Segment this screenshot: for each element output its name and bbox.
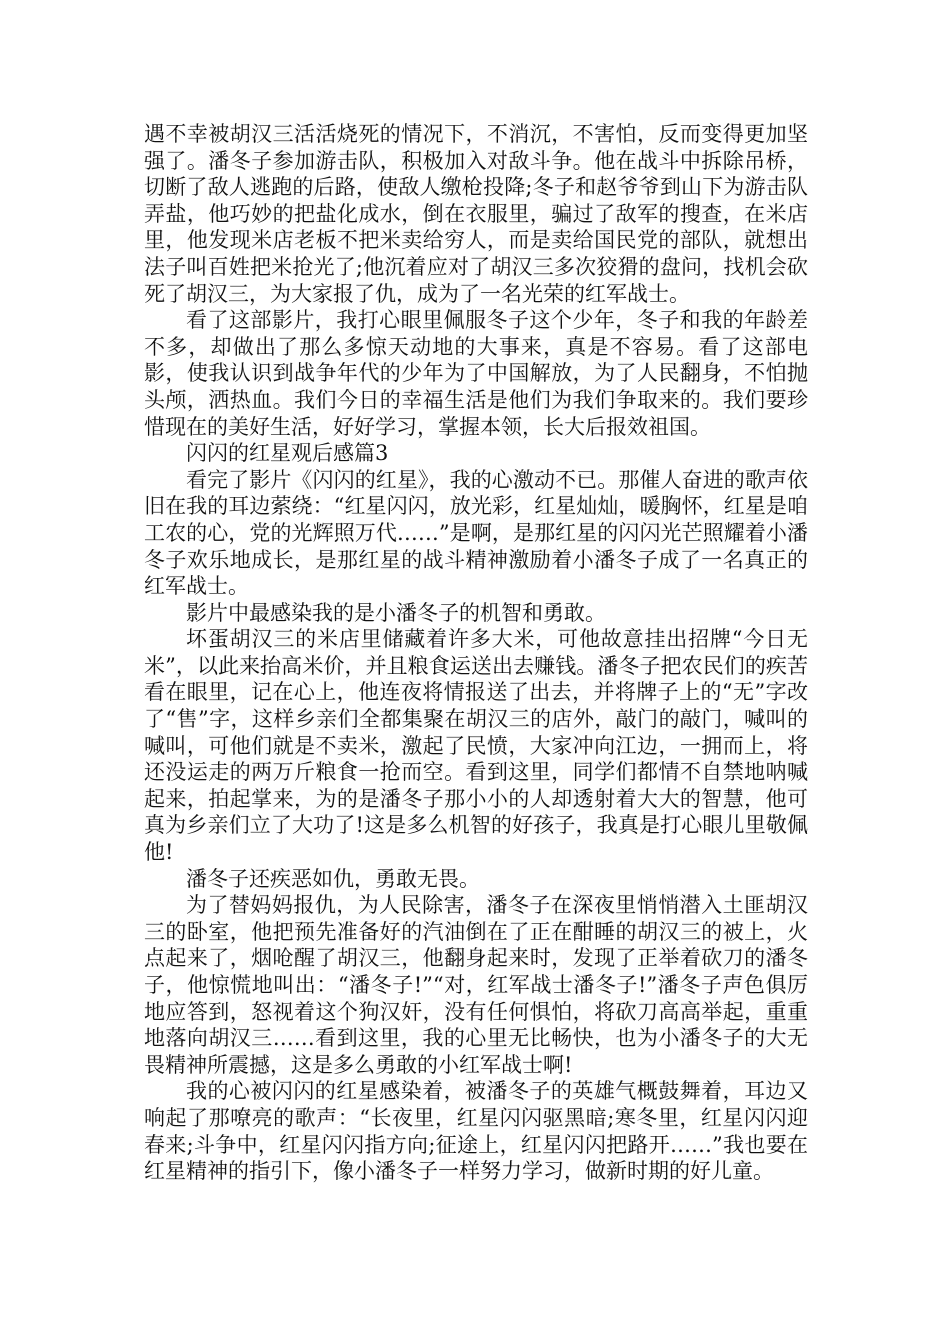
paragraph-theme: 影片中最感染我的是小潘冬子的机智和勇敢。 bbox=[186, 600, 606, 625]
paragraph-intro: 看完了影片《闪闪的红星》，我的心激动不已。那催人奋进的歌声依旧在我的耳边萦绕：“红星闪闪，放光彩，红星灿灿，暖胸怀，红星是咱工农的心，党的光辉照万代……”是啊，是那红星的闪闪光芒照耀着小潘冬子欢乐地成长，是那红星的战斗精神激励着小潘冬子成了一名真正的红军战士。 bbox=[144, 467, 808, 599]
paragraph-revenge: 为了替妈妈报仇，为人民除害，潘冬子在深夜里悄悄潜入土匪胡汉三的卧室，他把预先准备好的汽油倒在了正在酣睡的胡汉三的被上，火点起来了，烟呛醒了胡汉三，他翻身起来时，发现了正举着砍刀的潘冬子，他惊慌地叫出：“潘冬子!”“对，红军战士潘冬子!”潘冬子声色俱厉地应答到，怒视着这个狗汉奸，没有任何惧怕，将砍刀高高举起，重重地落向胡汉三……看到这里，我的心里无比畅快，也为小潘冬子的大无畏精神所震撼，这是多么勇敢的小红军战士啊! bbox=[144, 893, 808, 1077]
document-page bbox=[144, 121, 808, 1185]
paragraph-rice-shop: 坏蛋胡汉三的米店里储藏着许多大米，可他故意挂出招牌“今日无米”，以此来抬高米价，并且粮食运送出去赚钱。潘冬子把农民们的疾苦看在眼里，记在心上，他连夜将情报送了出去，并将牌子上的“无”字改了“售”字，这样乡亲们全都集聚在胡汉三的店外，敲门的敲门，喊叫的喊叫，可他们就是不卖米，激起了民愤，大家冲向江边，一拥而上，将还没运走的两万斤粮食一抢而空。看到这里，同学们都情不自禁地呐喊起来，拍起掌来，为的是潘冬子那小小的人却透射着大大的智慧，他可真为乡亲们立了大功了!这是多么机智的好孩子，我真是打心眼儿里敬佩他! bbox=[144, 627, 808, 865]
paragraph-reflection: 看了这部影片，我打心眼里佩服冬子这个少年，冬子和我的年龄差不多，却做出了那么多惊天动地的大事来，真是不容易。看了这部电影，使我认识到战争年代的少年为了中国解放，为了人民翻身，不怕抛头颅，洒热血。我们今日的幸福生活是他们为我们争取来的。我们要珍惜现在的美好生活，好好学习，掌握本领，长大后报效祖国。 bbox=[144, 308, 808, 439]
section-heading: 闪闪的红星观后感篇3 bbox=[186, 441, 389, 466]
paragraph-conclusion: 我的心被闪闪的红星感染着，被潘冬子的英雄气概鼓舞着，耳边又响起了那嘹亮的歌声：“长夜里，红星闪闪驱黑暗;寒冬里，红星闪闪迎春来;斗争中，红星闪闪指方向;征途上，红星闪闪把路开……”我也要在红星精神的指引下，像小潘冬子一样努力学习，做新时期的好儿童。 bbox=[144, 1079, 808, 1184]
paragraph-courage: 潘冬子还疾恶如仇，勇敢无畏。 bbox=[186, 866, 480, 891]
paragraph-continuation: 遇不幸被胡汉三活活烧死的情况下，不消沉，不害怕，反而变得更加坚强了。潘冬子参加游击队，积极加入对敌斗争。他在战斗中拆除吊桥，切断了敌人逃跑的后路，使敌人缴枪投降;冬子和赵爷爷到山下为游击队弄盐，他巧妙的把盐化成水，倒在衣服里，骗过了敌军的搜查，在米店里，他发现米店老板不把米卖给穷人，而是卖给国民党的部队，就想出法子叫百姓把米抢光了;他沉着应对了胡汉三多次狡猾的盘问，找机会砍死了胡汉三，为大家报了仇，成为了一名光荣的红军战士。 bbox=[144, 122, 808, 306]
